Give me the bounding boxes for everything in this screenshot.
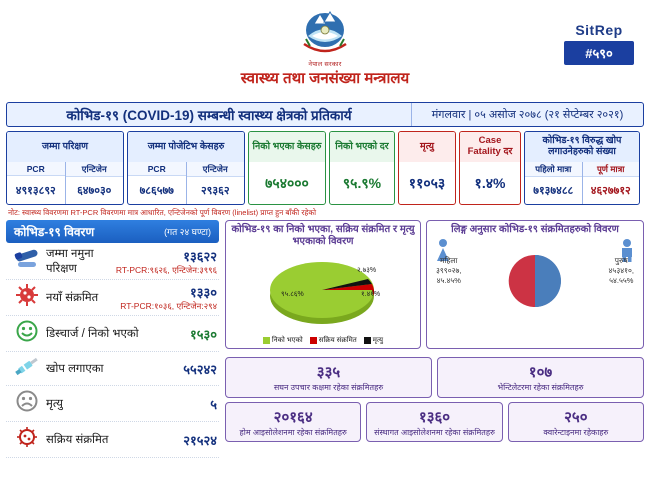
kpi-col-value: ६४७०३० xyxy=(77,185,112,197)
kpi-case-fatality-rate xyxy=(459,131,521,205)
kpi-title: जम्मा परिक्षण xyxy=(7,132,123,162)
pie-chart-1 xyxy=(229,250,417,334)
sitrep-number: #५९० xyxy=(564,41,634,65)
syringe-icon xyxy=(8,355,46,382)
pie-label-death: २.७३% xyxy=(357,267,377,274)
kpi-total-positive xyxy=(127,131,245,205)
box-icu-patients xyxy=(225,357,432,398)
sitrep-label: SitRep xyxy=(575,22,623,38)
stat-row-samples-tested xyxy=(6,243,219,280)
kpi-total-deaths xyxy=(398,131,456,205)
active-virus-icon xyxy=(8,425,46,454)
kpi-row xyxy=(6,131,644,205)
stat-value: ५५२४२ xyxy=(183,361,217,377)
recovered-active-death-chart xyxy=(225,220,421,349)
charts-row xyxy=(225,220,644,353)
box-label: होम आइसोलेशनमा रहेका संक्रमितहरु xyxy=(239,427,347,437)
stat-breakdown: RT-PCR:९६२६, एन्टिजेन:३९९६ xyxy=(115,264,217,275)
page-header xyxy=(0,0,650,100)
stat-row-new-infections xyxy=(6,280,219,316)
legend-item-recovered: निको भएको xyxy=(263,336,303,345)
kpi-col-first-dose xyxy=(525,162,582,204)
legend-item-active: सक्रिय संक्रमित xyxy=(310,336,357,345)
sad-face-icon xyxy=(8,389,46,418)
box-label: भेन्टिलेटरमा रहेका संक्रमितहरु xyxy=(497,383,584,392)
smile-face-icon xyxy=(8,319,46,348)
stat-value: २१५२४ xyxy=(183,432,217,448)
pie-chart-1-svg xyxy=(229,250,415,332)
stat-label: मृत्यु xyxy=(46,398,63,410)
stat-label: नयाँ संक्रमित xyxy=(46,292,99,304)
kpi-col-label: PCR xyxy=(7,162,65,176)
daily-summary-heading: कोभिड-१९ विवरण xyxy=(14,225,95,239)
box-number: ३३५ xyxy=(316,364,341,381)
kpi-col-pcr xyxy=(7,162,65,204)
purple-row-2 xyxy=(225,402,644,443)
box-quarantine xyxy=(508,402,644,443)
chart-title: लिङ्ग अनुसार कोभिड-१९ संक्रमितहरुको विवरण xyxy=(451,224,619,235)
kpi-col-label: एन्टिजेन xyxy=(187,162,245,177)
kpi-value: ७५४००० xyxy=(265,174,309,191)
stat-row-active-cases xyxy=(6,422,219,458)
stat-breakdown: RT-PCR:१०३६, एन्टिजेन:२९४ xyxy=(120,301,217,311)
box-label: संस्थागत आइसोलेशनमा रहेका संक्रमितहरु xyxy=(374,427,495,437)
stat-row-deaths xyxy=(6,386,219,422)
stat-row-vaccinated xyxy=(6,352,219,386)
kpi-value: १.४% xyxy=(474,174,506,191)
stat-value: १५३० xyxy=(189,326,217,342)
report-title: कोभिड-१९ (COVID-19) सम्बन्धी स्वास्थ्य क्षेत्रको प्रतिकार्य xyxy=(66,107,352,123)
stat-label: सक्रिय संक्रमित xyxy=(46,434,109,446)
kpi-title: कोभिड-१९ विरुद्ध खोप लगाउनेहरुको संख्या xyxy=(525,132,639,162)
kpi-value: ११०५३ xyxy=(408,174,446,191)
kpi-col-value: ४९१३८९२ xyxy=(15,184,56,197)
kpi-vaccinated xyxy=(524,131,640,205)
kpi-col-value: ४६२७७१२ xyxy=(590,185,631,197)
pie-label-recovered: ९५.८६% xyxy=(281,291,304,298)
pie-chart-1-legend xyxy=(229,336,417,345)
gender-distribution-chart xyxy=(426,220,644,349)
stat-label: जम्मा नमुना परिक्षण xyxy=(46,248,94,275)
emblem-icon xyxy=(300,6,350,58)
kpi-col-antigen xyxy=(186,162,245,204)
kpi-title: जम्मा पोजेटिभ केसहरु xyxy=(128,132,244,162)
kpi-recovery-rate xyxy=(329,131,395,205)
male-annotation: पुरुष ४५३४१०, ५४.५५% xyxy=(608,256,634,285)
kpi-col-label: पूर्ण मात्रा xyxy=(583,162,640,177)
box-number: १३६० xyxy=(418,408,451,426)
chart-title: कोभिड-१९ का निको भएका, सक्रिय संक्रमित र मृत्यु भएकाको विवरण xyxy=(231,224,415,247)
kpi-title: Case Fatality दर xyxy=(460,132,520,162)
kpi-col-label: पहिलो मात्रा xyxy=(525,162,582,177)
box-number: २५० xyxy=(564,408,588,426)
nepal-government-emblem xyxy=(297,6,353,68)
charts-and-boxes xyxy=(225,220,644,458)
box-label: क्वारेन्टाइनमा रहेकाहरु xyxy=(543,427,609,437)
kpi-col-label: एन्टिजेन xyxy=(66,162,124,177)
female-annotation: महिला ३९९०२७, ४५.४५% xyxy=(436,256,462,285)
stat-label: खोप लगाएका xyxy=(46,363,104,375)
stat-value: १३६२२ xyxy=(183,248,217,264)
pie-chart-2 xyxy=(430,250,640,312)
report-title-bar xyxy=(6,102,644,127)
stat-value: ५ xyxy=(210,396,217,412)
kpi-title: निको भएको दर xyxy=(330,132,394,162)
kpi-total-tests xyxy=(6,131,124,205)
kpi-total-recovered xyxy=(248,131,326,205)
kpi-col-value: ७१३७४८८ xyxy=(533,185,574,197)
main-content xyxy=(0,218,650,458)
box-home-isolation xyxy=(225,402,361,443)
kpi-col-pcr xyxy=(128,162,186,204)
kpi-col-value: २९३६२ xyxy=(200,185,230,197)
test-tube-icon xyxy=(8,248,46,275)
emblem-caption: नेपाल सरकार xyxy=(308,61,342,68)
report-date: मंगलवार | ०५ असोज २०७८ (२१ सेप्टेम्बर २०२१) xyxy=(411,103,643,126)
stat-value: १३३० xyxy=(189,285,217,300)
legend-item-death: मृत्यु xyxy=(364,336,383,345)
stat-row-discharged xyxy=(6,316,219,352)
box-label: सघन उपचार कक्षमा रहेका संक्रमितहरु xyxy=(273,383,384,392)
kpi-col-value: ७८६५७७ xyxy=(139,184,174,197)
kpi-col-label: PCR xyxy=(128,162,186,176)
daily-summary-panel xyxy=(6,220,219,458)
kpi-value: ९५.९% xyxy=(342,174,382,191)
pie-label-active: १.४१% xyxy=(361,291,381,298)
ministry-title: स्वास्थ्य तथा जनसंख्या मन्त्रालय xyxy=(240,70,410,87)
kpi-title: निको भएका केसहरु xyxy=(249,132,325,162)
daily-summary-subheading: (गत २४ घण्टा) xyxy=(164,227,211,237)
footnote: नोट: स्वास्थ्य विवरणमा RT-PCR विवरणमा मात्र आधारित, एन्टिजेनको पूर्ण विवरण (linelist) प्राप्त हुन बाँकी रहेको xyxy=(8,208,317,217)
sitrep-block xyxy=(564,22,634,65)
virus-icon xyxy=(8,283,46,312)
daily-summary-header xyxy=(6,220,219,243)
kpi-col-antigen xyxy=(65,162,124,204)
box-institutional-isolation xyxy=(366,402,502,443)
stat-label: डिस्चार्ज / निको भएको xyxy=(46,328,139,340)
box-ventilator-patients xyxy=(437,357,644,398)
kpi-col-full-dose xyxy=(582,162,640,204)
kpi-title: मृत्यु xyxy=(399,132,455,162)
purple-row-1 xyxy=(225,357,644,398)
box-number: १०७ xyxy=(528,364,553,381)
box-number: २०१६४ xyxy=(273,408,313,426)
